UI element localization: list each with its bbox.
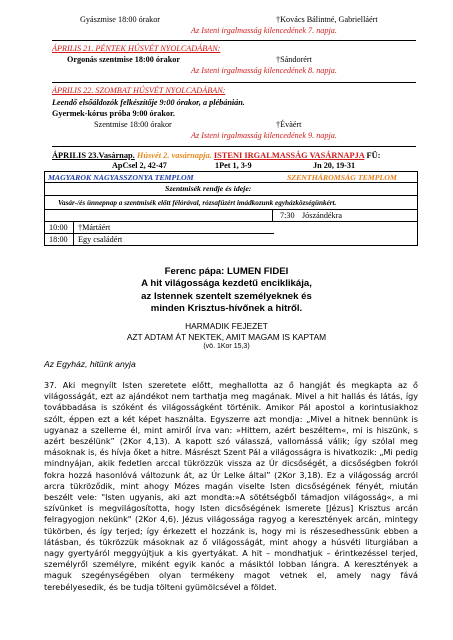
row-time: 10:00 (49, 223, 68, 232)
chapter-label: HARMADIK FEJEZET (185, 321, 268, 331)
article-title-line: minden Krisztus-hívőnek a hitről. (150, 303, 303, 315)
mass-time-line: Orgonás szentmise 18:00 órakor (67, 55, 181, 64)
novena-note: Az Isteni irgalmasság kilencedének 9. napja. (191, 131, 337, 140)
notice-line: Gyermek-kórus próba 9:00 órakor. (52, 109, 175, 118)
article-subhead: Az Egyház, hitünk anyja (44, 359, 136, 369)
reading-3: Jn 20, 19-31 (313, 161, 356, 170)
article-title-line: Ferenc pápa: LUMEN FIDEI (164, 266, 289, 277)
divider (52, 82, 416, 83)
confession-note: Vasár-/és ünnepnap a szentmisék előtt félórával, rózsafüzért imádkozunk egyházközségünkért. (58, 199, 337, 207)
schedule-title: Szentmisék rendje és ideje: (165, 184, 252, 193)
table-line (44, 182, 418, 183)
sunday-heading (52, 151, 380, 161)
chapter-reference: (vö. 1Kor 15,3) (203, 343, 250, 350)
divider (52, 146, 416, 147)
article-title-line: az Istennek szentelt személyeknek és (141, 290, 312, 302)
mass-intention: †Évàért (276, 120, 302, 129)
table-line (44, 195, 418, 196)
sunday-feast-title: ISTENI IRGALMASSÁG VASÁRNAPJA (213, 151, 365, 160)
row-intention: †Mártáért (78, 223, 111, 232)
novena-note: Az Isteni irgalmasság kilencedének 8. napja. (191, 66, 337, 75)
table-line (44, 233, 274, 234)
novena-note: Az Isteni irgalmasság kilencedének 7. napja. (191, 26, 337, 35)
date-heading: ÁPRILIS 22. SZOMBAT HÚSVÉT NYOLCADÁBAN: (52, 86, 226, 95)
table-line (44, 209, 418, 210)
sunday-fu-label: FÜ: (366, 151, 381, 160)
divider (52, 40, 416, 41)
row-time: 7:30 (280, 211, 295, 220)
table-line (44, 221, 418, 222)
table-line (272, 209, 273, 221)
table-line (73, 221, 74, 246)
row-intention: Egy családért (78, 235, 123, 244)
sunday-feast: Húsvét 2. vasárnapja. (136, 151, 212, 160)
church-left: MAGYAROK NAGYASSZONYA TEMPLOM (48, 173, 194, 182)
mass-time-line: Szentmise 18:00 órakor (94, 120, 172, 129)
row-intention: Jószándékra (302, 211, 343, 220)
reading-1: ApCsel 2, 42-47 (112, 161, 167, 170)
row-time: 18:00 (49, 235, 68, 244)
notice-line: Leendő elsőáldozók felkészítője 9:00 órakor, a plébánián. (52, 98, 245, 107)
article-title (0, 266, 453, 316)
mass-intention: †Sándorért (276, 55, 312, 64)
article-title-line: A hit világossága kezdetű enciklikája, (141, 278, 312, 290)
mass-time-line: Gyászmise 18:00 órakor (80, 15, 161, 24)
chapter-title: AZT ADTAM ÁT NEKTEK, AMIT MAGAM IS KAPTAM (126, 332, 327, 342)
mass-intention: †Kovács Bálintné, Gabrielláért (276, 15, 378, 24)
article-paragraph: 37. Aki megnyílt Isten szeretete előtt, meghallotta az ő hangját és megkapta az ő világosságát, ezt az ajándékot nem tarthatja meg magának. Mivel a hit hallás és látás, így továbbadása is szóként és világosságként történik. Amikor Pál apostol a korintusiakhoz szólt, éppen ezt a két képet használta. Egyszerre azt mondja: „Mivel a hitnek bennünk is ugyanaz a szelleme él, mint amiről írva van: »Hittem, azért beszéltem«, mi is hiszünk, s azért beszélünk” (2Kor 4,13). A kapott szó válasszá, vallomássá válik; így szólal meg másoknak is, és hívja őket a hitre. Másrészt Szent Pál a világosságra is hivatkozik: „Mi pedig mindnyájan, akik fedetlen arccal tükrözzük vissza az Úr dicsőségét, a dicsőségben fokról fokra hozzá hasonlóvá változunk át, az Úr Lelke által” (2Kor 3,18). Ez a világosság arcról arcra tükröződik, mint ahogy Mózes magán viselte Isten dicsőségének fényét, miután beszélt vele: "Isten ugyanis, aki azt mondta:»A sötétségből támadjon világosság«, a mi szívünket is megvilágosította, hogy Isten dicsőségének ismerete [Jézus] Krisztus arcán felragyogjon nekünk" (2Kor 4,6). Jézus világossága ragyog a keresztények arcán, mintegy tükörben, és így terjed; így érkezett el hozzánk is, hogy mi is részesedhessünk ebben a látásban, és tükrözzük másoknak az ő világosságát, mint ahogy a húsvéti liturgiában a nagy gyertyáról meggyújtjuk a kis gyertyákat. A hit – mondhatjuk – érintkezéssel terjed, személyről személyre, miként egyik kanóc a másiktól lobban lángra. A keresztények a maguk szegénységében olyan termékeny magot vetnek el, amely nagy fává terebélyesedik, és be tudja tölteni gyümölcsével a földet. (44, 380, 418, 592)
church-right: SZENTHÁROMSÁG TEMPLOM (287, 173, 397, 182)
sunday-date: ÁPRILIS 23.Vasárnap. (52, 151, 135, 160)
date-heading: ÁPRILIS 21. PÉNTEK HÚSVÉT NYOLCADÁBAN: (52, 44, 221, 53)
reading-2: 1Pet 1, 3-9 (215, 161, 252, 170)
